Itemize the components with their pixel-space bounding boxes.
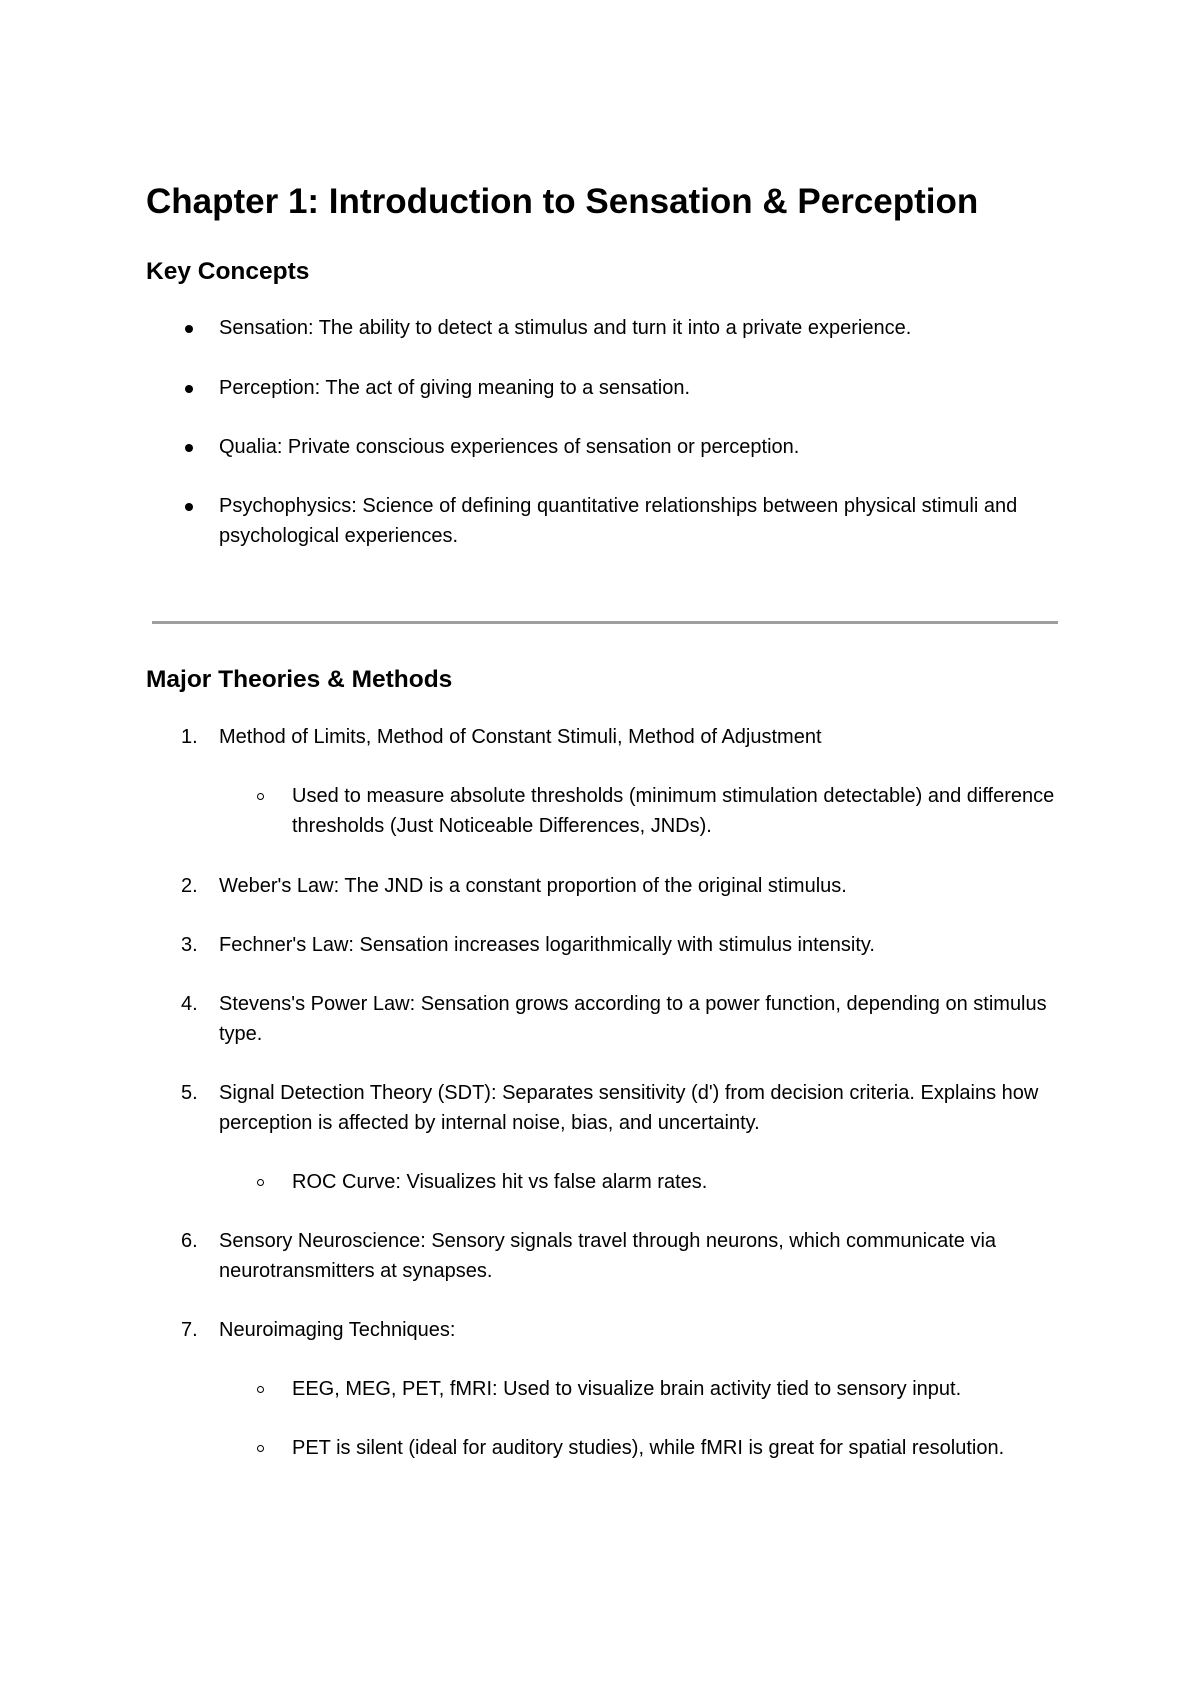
theory-item: Signal Detection Theory (SDT): Separates sensitivity (d') from decision criteria. Explains how perception is affected by internal noise, bias, and uncertainty. xyxy=(219,1082,1039,1134)
key-concept-item: Qualia: Private conscious experiences of sensation or perception. xyxy=(219,436,800,458)
list-number: 7. xyxy=(181,1319,198,1341)
list-number: 3. xyxy=(181,934,198,956)
theory-subitem: EEG, MEG, PET, fMRI: Used to visualize brain activity tied to sensory input. xyxy=(292,1378,962,1400)
key-concept-item: Sensation: The ability to detect a stimulus and turn it into a private experience. xyxy=(219,317,912,339)
list-number: 2. xyxy=(181,875,198,897)
theory-item: Weber's Law: The JND is a constant proportion of the original stimulus. xyxy=(219,875,847,897)
hollow-bullet-icon xyxy=(257,793,264,800)
bullet-icon xyxy=(185,325,193,333)
theory-item: Stevens's Power Law: Sensation grows according to a power function, depending on stimulus type. xyxy=(219,993,1047,1045)
theory-item: Fechner's Law: Sensation increases logarithmically with stimulus intensity. xyxy=(219,934,875,956)
theory-item: Sensory Neuroscience: Sensory signals travel through neurons, which communicate via neurotransmitters at synapses. xyxy=(219,1230,997,1282)
theory-subitem: Used to measure absolute thresholds (minimum stimulation detectable) and difference thresholds (Just Noticeable Differences, JNDs). xyxy=(292,785,1055,837)
list-number: 1. xyxy=(181,726,198,748)
theory-item: Neuroimaging Techniques: xyxy=(219,1319,456,1341)
bullet-icon xyxy=(185,385,193,393)
hollow-bullet-icon xyxy=(257,1445,264,1452)
list-number: 6. xyxy=(181,1230,198,1252)
key-concept-item: Psychophysics: Science of defining quantitative relationships between physical stimuli and psychological experiences. xyxy=(219,495,1018,547)
page-title: Chapter 1: Introduction to Sensation & Perception xyxy=(146,182,979,221)
list-number: 4. xyxy=(181,993,198,1015)
theory-subitem: ROC Curve: Visualizes hit vs false alarm rates. xyxy=(292,1171,708,1193)
bullet-icon xyxy=(185,444,193,452)
theory-subitem: PET is silent (ideal for auditory studies), while fMRI is great for spatial resolution. xyxy=(292,1437,1005,1459)
bullet-icon xyxy=(185,503,193,511)
hollow-bullet-icon xyxy=(257,1179,264,1186)
theory-item: Method of Limits, Method of Constant Stimuli, Method of Adjustment xyxy=(219,726,822,748)
horizontal-divider xyxy=(152,621,1058,624)
key-concepts-heading: Key Concepts xyxy=(146,258,310,285)
hollow-bullet-icon xyxy=(257,1386,264,1393)
major-theories-heading: Major Theories & Methods xyxy=(146,666,453,693)
list-number: 5. xyxy=(181,1082,198,1104)
key-concept-item: Perception: The act of giving meaning to a sensation. xyxy=(219,377,691,399)
